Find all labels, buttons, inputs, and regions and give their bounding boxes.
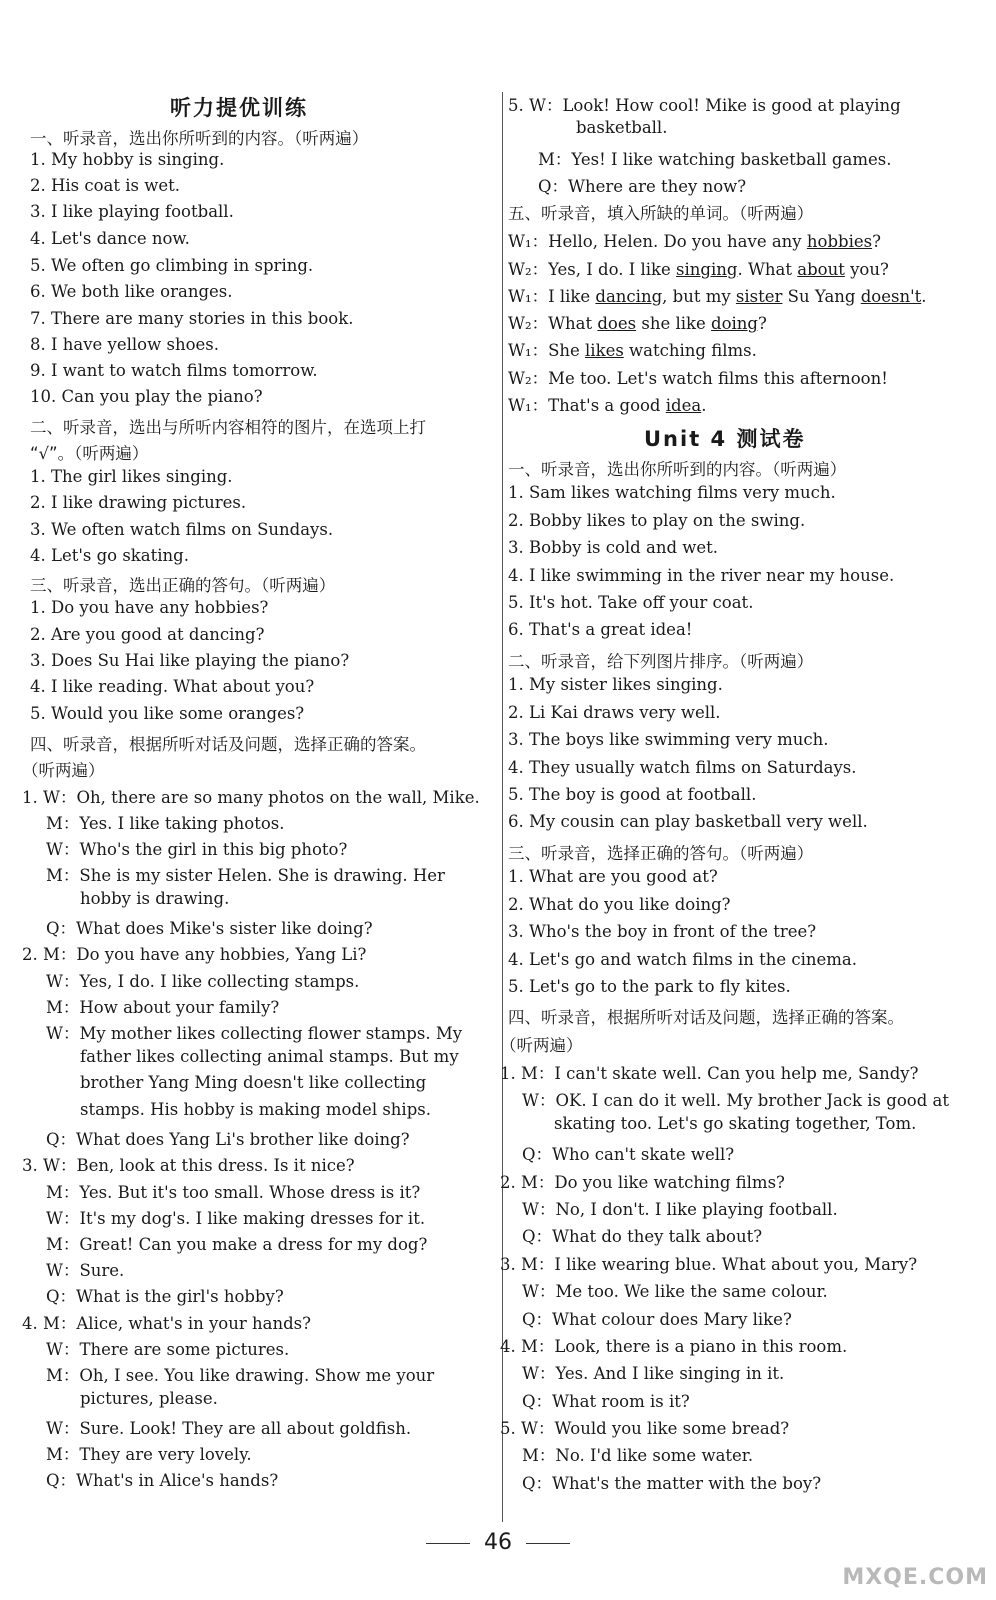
dialog-line: W：Yes. And I like singing in it. [522,1364,785,1383]
answer-word: dancing [595,287,663,306]
list-item: 4. Let's dance now. [30,229,190,248]
list-item: 4. I like swimming in the river near my house. [508,566,895,585]
list-item: 8. I have yellow shoes. [30,335,219,354]
dialog-line: 1. M：I can't skate well. Can you help me, Sandy? [500,1064,919,1083]
text-segment: W₁：She [508,341,586,360]
list-item: 6. That's a great idea! [508,620,693,639]
answer-word: idea [665,396,702,415]
list-item: 5. We often go climbing in spring. [30,256,314,275]
dialog-line: M：How about your family? [46,998,280,1017]
dialog-line: M：She is my sister Helen. She is drawing. Her [46,866,445,885]
list-item: 6. My cousin can play basketball very well. [508,812,868,831]
dialog-line: skating too. Let's go skating together, Tom. [554,1114,917,1133]
section-heading: 一、听录音，选出你所听到的内容。（听两遍） [508,460,847,479]
dialog-line: basketball. [576,118,668,137]
list-item: 1. Sam likes watching films very much. [508,483,836,502]
section-heading: （听两遍） [500,1036,583,1055]
answer-word: hobbies [806,232,873,251]
fill-blank-line [508,310,767,334]
dialog-line: Q：What is the girl's hobby? [46,1287,284,1306]
dialog-line: Q：What's in Alice's hands? [46,1471,279,1490]
dash-decoration [426,1543,470,1544]
dialog-line: 5. W：Look! How cool! Mike is good at playing [508,96,901,115]
list-item: 2. What do you like doing? [508,895,731,914]
column-divider [502,92,503,1522]
dialog-line: W：Me too. We like the same colour. [522,1282,828,1301]
dialog-line: M：Yes. I like taking photos. [46,814,285,833]
dialog-line: 4. M：Alice, what's in your hands? [22,1314,311,1333]
list-item: 3. Bobby is cold and wet. [508,538,719,557]
list-item: 2. Bobby likes to play on the swing. [508,511,806,530]
section-heading: 二、听录音，选出与所听内容相符的图片，在选项上打 [30,418,426,437]
dialog-line: hobby is drawing. [80,889,230,908]
dialog-line: W：My mother likes collecting flower stamps. My [46,1024,463,1043]
section-heading: “√”。（听两遍） [30,444,149,463]
dialog-line: stamps. His hobby is making model ships. [80,1100,431,1119]
dialog-line: M：No. I'd like some water. [522,1446,754,1465]
page-number-text: 46 [484,1530,512,1555]
unit-title: Unit 4 测试卷 [644,427,806,451]
list-item: 9. I want to watch films tomorrow. [30,361,318,380]
dialog-line: W：There are some pictures. [46,1340,290,1359]
fill-blank-line [508,392,706,416]
fill-blank-line [508,256,889,280]
list-item: 3. We often watch films on Sundays. [30,520,334,539]
dialog-line: father likes collecting animal stamps. But my [80,1047,459,1066]
list-item: 4. Let's go skating. [30,546,189,565]
list-item: 3. Does Su Hai like playing the piano? [30,651,350,670]
answer-word: likes [585,341,624,360]
section-heading: 四、听录音，根据所听对话及问题，选择正确的答案。 [508,1008,904,1027]
list-item: 2. Li Kai draws very well. [508,703,721,722]
list-item: 2. Are you good at dancing? [30,625,265,644]
dialog-line: M：They are very lovely. [46,1445,252,1464]
list-item: 2. I like drawing pictures. [30,493,247,512]
dialog-line: Q：What does Yang Li's brother like doing? [46,1130,410,1149]
dialog-line: Q：Who can't skate well? [522,1145,735,1164]
fill-blank-line [508,337,757,361]
dialog-line: 2. M：Do you like watching films? [500,1173,785,1192]
dialog-line: 1. W：Oh, there are so many photos on the wall, Mike. [22,788,480,807]
text-segment: watching films. [623,341,757,360]
section-heading: 二、听录音，给下列图片排序。（听两遍） [508,652,814,671]
dialog-line: M：Yes! I like watching basketball games. [538,150,892,169]
dialog-line: W：Sure. Look! They are all about goldfish. [46,1419,412,1438]
list-item: 4. Let's go and watch films in the cinema. [508,950,857,969]
answer-word: singing [676,260,738,279]
dialog-line: Q：What does Mike's sister like doing? [46,919,373,938]
dialog-line: 4. M：Look, there is a piano in this room. [500,1337,848,1356]
dialog-line: 2. M：Do you have any hobbies, Yang Li? [22,945,367,964]
dialog-line: M：Yes. But it's too small. Whose dress is it? [46,1183,421,1202]
section-heading: 三、听录音，选出正确的答句。（听两遍） [30,576,336,595]
text-segment: W₁：That's a good [508,396,666,415]
list-item: 10. Can you play the piano? [30,387,263,406]
list-item: 5. It's hot. Take off your coat. [508,593,754,612]
section-heading: 三、听录音，选择正确的答句。（听两遍） [508,844,814,863]
list-item: 3. The boys like swimming very much. [508,730,829,749]
text-segment: W₂：What [508,314,598,333]
answer-word: does [597,314,637,333]
list-item: 1. My sister likes singing. [508,675,723,694]
answer-word: sister [735,287,783,306]
list-item: 1. Do you have any hobbies? [30,598,269,617]
dialog-line: 5. W：Would you like some bread? [500,1419,790,1438]
dialog-line: 3. M：I like wearing blue. What about you, Mary? [500,1255,918,1274]
text-segment: ? [758,314,767,333]
page-number [0,1530,996,1555]
text-segment: . What [737,260,798,279]
section-heading: （听两遍） [22,761,105,780]
section-heading: 四、听录音，根据所听对话及问题，选择正确的答案。 [30,735,426,754]
list-item: 7. There are many stories in this book. [30,309,354,328]
dialog-line: Q：What do they talk about? [522,1227,763,1246]
dialog-line: Q：Where are they now? [538,177,747,196]
dialog-line: W：No, I don't. I like playing football. [522,1200,838,1219]
list-item: 1. The girl likes singing. [30,467,233,486]
text-segment: W₁：Hello, Helen. Do you have any [508,232,807,251]
list-item: 6. We both like oranges. [30,282,233,301]
text-segment: W₁：I like [508,287,596,306]
text-segment: , but my [662,287,736,306]
section-heading: 五、听录音，填入所缺的单词。（听两遍） [508,204,814,223]
fill-blank-line: W₂：Me too. Let's watch films this afternoon! [508,369,888,388]
section-heading: 一、听录音，选出你所听到的内容。（听两遍） [30,129,369,148]
list-item: 5. Let's go to the park to fly kites. [508,977,791,996]
list-item: 2. His coat is wet. [30,176,181,195]
text-segment: she like [636,314,712,333]
text-segment: . [921,287,927,306]
dialog-line: M：Great! Can you make a dress for my dog? [46,1235,428,1254]
dialog-line: W：Sure. [46,1261,125,1280]
fill-blank-line [508,283,927,307]
dialog-line: W：Yes, I do. I like collecting stamps. [46,972,360,991]
watermark: MXQE.COM [842,1565,988,1590]
fill-blank-line [508,228,881,252]
list-item: 3. Who's the boy in front of the tree? [508,922,817,941]
dialog-line: Q：What's the matter with the boy? [522,1474,822,1493]
list-item: 1. What are you good at? [508,867,718,886]
text-segment: . [701,396,707,415]
dialog-line: pictures, please. [80,1389,218,1408]
dialog-line: Q：What colour does Mary like? [522,1310,792,1329]
dialog-line: W：OK. I can do it well. My brother Jack is good at [522,1091,949,1110]
text-segment: ? [872,232,881,251]
text-segment: W₂：Yes, I do. I like [508,260,677,279]
text-segment: you? [844,260,889,279]
dialog-line: Q：What room is it? [522,1392,690,1411]
list-item: 4. I like reading. What about you? [30,677,315,696]
dialog-line: 3. W：Ben, look at this dress. Is it nice? [22,1156,355,1175]
dialog-line: W：Who's the girl in this big photo? [46,840,348,859]
list-item: 1. My hobby is singing. [30,150,225,169]
dialog-line: W：It's my dog's. I like making dresses for it. [46,1209,426,1228]
dialog-line: brother Yang Ming doesn't like collecting [80,1073,427,1092]
text-segment: Su Yang [782,287,861,306]
answer-word: doesn't [860,287,922,306]
section-title: 听力提优训练 [170,96,308,120]
list-item: 4. They usually watch films on Saturdays. [508,758,857,777]
list-item: 5. Would you like some oranges? [30,704,305,723]
list-item: 5. The boy is good at football. [508,785,757,804]
list-item: 3. I like playing football. [30,202,234,221]
answer-word: doing [711,314,758,333]
dash-decoration [526,1543,570,1544]
dialog-line: M：Oh, I see. You like drawing. Show me your [46,1366,435,1385]
answer-word: about [797,260,845,279]
